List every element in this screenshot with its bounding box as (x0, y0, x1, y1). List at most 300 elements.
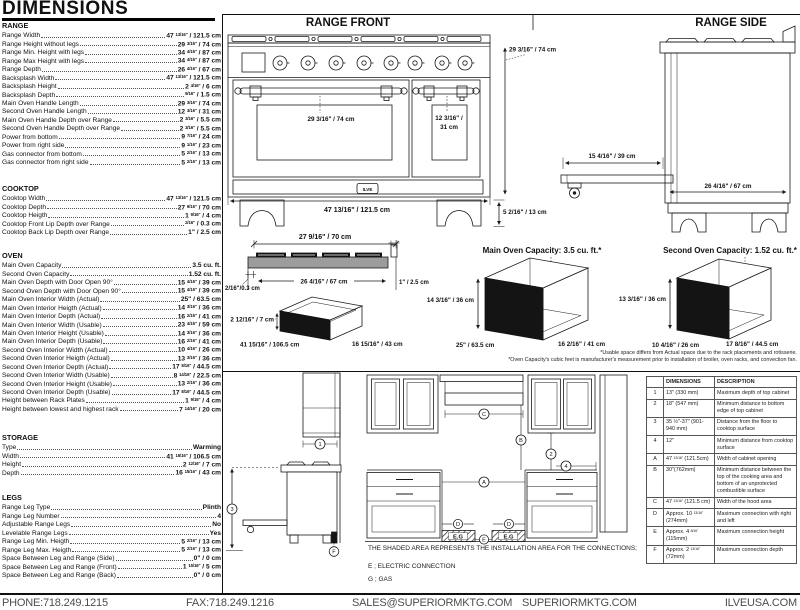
spec-value: 3.5 cu. ft. (192, 262, 221, 270)
spec-label: Second Oven Interior Heigth (Actual) (2, 355, 110, 363)
spec-leader (110, 234, 187, 235)
range-front-drawing (228, 15, 533, 227)
second-capacity-height-label: 13 3/16" / 36 cm (618, 296, 666, 303)
spec-leader (103, 326, 177, 327)
table-corner-cell (647, 377, 664, 388)
section-heading-oven: OVEN (2, 251, 23, 260)
installation-side-view (226, 373, 341, 551)
table-row (647, 435, 797, 453)
spec-row (2, 320, 221, 328)
spec-label: Range Leg Type (2, 504, 51, 512)
spec-label: Main Oven Handle Length (2, 99, 79, 107)
footer-fax: FAX:718.249.1216 (186, 597, 274, 609)
spec-leader (58, 88, 184, 89)
spec-row (2, 90, 221, 98)
spec-leader (61, 517, 217, 518)
spec-value: 0" / 0 cm (193, 571, 221, 579)
spec-value: 14 $^{3/16"}$ / 36 cm (177, 304, 221, 312)
front-lip-label: 2/16"/0.3 cm (225, 286, 260, 292)
spec-label: Main Oven Capacity (2, 262, 62, 270)
spec-label: Range Width (2, 32, 41, 40)
spec-value: 1 $^{9/16"}$ / 4 cm (185, 211, 221, 220)
spec-rows-legs (2, 503, 221, 579)
row-id: C (647, 497, 664, 508)
footer-website: SUPERIORMKTG.COM (522, 597, 637, 609)
spec-row (2, 124, 221, 132)
storage-drawer-drawing (273, 297, 363, 340)
spec-leader (72, 551, 180, 552)
installation-diagram-svg (222, 371, 642, 592)
spec-row (2, 132, 221, 140)
spec-row (2, 571, 221, 579)
row-dimension: 35 ½"-37" (901-940 mm) (664, 417, 715, 435)
spec-label: Second Oven Capacity (2, 270, 70, 278)
spec-row (2, 31, 221, 39)
spec-leader (118, 568, 182, 569)
spec-value: 13 $^{2/16"}$ / 36 cm (177, 380, 221, 388)
spec-row (2, 404, 221, 412)
spec-label: Depth (2, 469, 20, 477)
second-capacity-width-label: 10 4/16" / 26 cm (652, 342, 700, 349)
row-dimension: Approx. 2 $^{13/16"}$ (72mm) (664, 545, 715, 563)
spec-label: Main Oven Interior Depth (Usable) (2, 338, 103, 346)
spec-row (2, 345, 221, 353)
table-row (647, 399, 797, 417)
main-oven-capacity-drawing (478, 257, 588, 340)
second-handle-length-label-1: 12 3/16" / (435, 115, 463, 122)
table-row (647, 454, 797, 465)
table-row (647, 527, 797, 545)
main-capacity-title: Main Oven Capacity: 3.5 cu. ft.* (482, 246, 602, 255)
spec-row (2, 261, 221, 269)
spec-leader (83, 155, 181, 156)
row-id: 3 (647, 417, 664, 435)
spec-value: 2 $^{12/16"}$ / 7 cm (182, 460, 221, 469)
spec-leader (86, 402, 184, 403)
row-dimension: 47 $^{13/16"}$ (121.5 cm) (664, 497, 715, 508)
spec-leader (113, 385, 177, 386)
table-row (647, 509, 797, 527)
spec-leader (70, 543, 180, 544)
spec-label: Adjustable Range Legs (2, 521, 71, 529)
spec-row (2, 39, 221, 47)
spec-value: 10 $^{4/16"}$ / 26 cm (177, 346, 221, 354)
spec-value: 1" / 2.5 cm (188, 229, 221, 237)
marker-f: F (332, 549, 336, 556)
spec-row (2, 194, 221, 202)
spec-leader (20, 457, 165, 458)
spec-leader (80, 45, 177, 46)
cooktop-width-label: 27 9/16" / 70 cm (298, 234, 352, 241)
spec-label: Second Oven Interior Width (Usable) (2, 372, 110, 380)
spec-label: Cooktop Back Lip Depth over Range (2, 229, 110, 237)
second-capacity-depth-label: 17 8/16" / 44.5 cm (726, 341, 779, 348)
row-description: Minimum distance from cooktop surface (715, 435, 797, 453)
spec-leader (117, 577, 193, 578)
spec-label: Cooktop Front Lip Depth over Range (2, 220, 110, 228)
spec-row (2, 73, 221, 81)
spec-label: Power from right side (2, 142, 65, 150)
side-view-title: RANGE SIDE (695, 17, 767, 29)
installation-dimensions-table (646, 376, 797, 564)
spec-row (2, 312, 221, 320)
eg-label-right: E.G (503, 534, 514, 541)
spec-leader (46, 200, 165, 201)
row-id: B (647, 465, 664, 497)
spec-value: 2 $^{3/16"}$ / 5.5 cm (179, 116, 221, 124)
drawer-height-label: 2 12/16" / 7 cm (230, 316, 274, 324)
spec-value: 23 $^{4/16"}$ / 59 cm (177, 321, 221, 329)
spec-value: 15 $^{4/16"}$ / 39 cm (177, 278, 221, 287)
spec-value: Plinth (202, 504, 221, 512)
spec-label: Second Oven Interior Depth (Usable) (2, 389, 111, 396)
row-description: Distance from the floor to cooktop surface (715, 417, 797, 435)
spec-leader (103, 309, 177, 310)
spec-value: 9 $^{7/16"}$ / 24 cm (181, 133, 221, 141)
spec-row (2, 56, 221, 64)
spec-value: Warming (193, 444, 221, 452)
spec-leader (85, 62, 177, 63)
row-description: Maximum connection depth (715, 545, 797, 563)
spec-row (2, 141, 221, 149)
spec-value: 2 $^{3/16"}$ / 5.5 cm (179, 124, 221, 133)
spec-value: $^{2/16"}$ / 0.3 cm (185, 220, 221, 228)
marker-2: 2 (549, 452, 553, 459)
spec-row (2, 65, 221, 73)
spec-leader (111, 377, 173, 378)
row-description: Width of the hood area (715, 497, 797, 508)
spec-label: Main Oven Interior Depth (Actual) (2, 313, 101, 321)
eg-label-left: E.G (453, 534, 463, 541)
range-depth-label: 26 4/16" / 67 cm (704, 183, 752, 190)
spec-label: Range Depth (2, 66, 41, 74)
spec-row (2, 115, 221, 123)
spec-value: 34 $^{4/16"}$ / 87 cm (177, 48, 221, 57)
row-id: E (647, 527, 664, 545)
section-heading-range: RANGE (2, 21, 29, 30)
marker-b: B (519, 438, 523, 445)
range-side-drawing (561, 26, 795, 232)
spec-leader (101, 318, 177, 319)
footnote-oven-capacity: *Oven Capacity's cubic feet is manufacturer's measurement prior to installation of broiler, oven racks, and convection fan. (508, 357, 797, 364)
second-handle-length-label-2: 31 cm (440, 124, 458, 131)
spec-value: 25" / 63.5 cm (180, 296, 221, 304)
spec-value: 17 $^{8/16"}$ / 44.5 cm (172, 388, 221, 396)
spec-leader (100, 301, 179, 302)
main-oven-door (233, 80, 409, 177)
spec-value: 27 $^{9/16"}$ / 70 cm (177, 203, 221, 211)
spec-value: 16 $^{2/16"}$ / 41 cm (177, 312, 221, 321)
technical-drawings-svg (222, 14, 800, 371)
row-id: 2 (647, 399, 664, 417)
spec-leader (122, 292, 177, 293)
drawer-width-label: 41 15/16" / 106.5 cm (240, 341, 300, 349)
spec-row (2, 269, 221, 277)
spec-row (2, 107, 221, 115)
spec-value: 47 $^{13/16"}$ / 121.5 cm (166, 74, 221, 82)
spec-value: 4 (217, 512, 221, 520)
spec-leader (105, 335, 177, 336)
main-oven-handle (235, 86, 407, 101)
spec-label: Space Between Leg and Range (Back) (2, 571, 116, 579)
spec-value: 9 $^{1/16"}$ / 23 cm (181, 141, 221, 150)
spec-leader (88, 113, 177, 114)
spec-value: 1 $^{15/16"}$ / 5 cm (182, 563, 221, 571)
row-dimension: 18" (547 mm) (664, 399, 715, 417)
spec-row (2, 554, 221, 562)
table-row (647, 417, 797, 435)
row-dimension: 47 $^{13/16"}$ (121.5cm) (664, 454, 715, 465)
spec-leader (48, 217, 184, 218)
spec-label: Second Oven Handle Depth over Range (2, 125, 121, 133)
spec-label: Range Leg Number (2, 512, 60, 520)
spec-leader (120, 410, 179, 411)
spec-row (2, 451, 221, 459)
footnote-usable-space: *Usable space differs from Actual space due to the rack placements and rotisserie. (600, 350, 797, 356)
spec-label: Range Height without legs (2, 40, 79, 48)
spec-row (2, 82, 221, 90)
spec-value: 16 $^{2/16"}$ / 41 cm (177, 338, 221, 346)
spec-row (2, 202, 221, 210)
spec-value: 1.52 cu. ft. (188, 270, 221, 278)
spec-label: Gas connector from right side (2, 159, 89, 166)
spec-label: Main Oven Interior Width (Actual) (2, 296, 100, 304)
row-dimension: 12" (664, 435, 715, 453)
spec-section-range (2, 21, 221, 166)
row-description: Minimum distance to bottom edge of top cabinet (715, 399, 797, 417)
section-heading-cooktop: COOKTOP (2, 184, 39, 193)
spec-row (2, 379, 221, 387)
spec-label: Range Leg Min. Heigth (2, 538, 70, 546)
spec-row (2, 219, 221, 227)
spec-leader (41, 37, 165, 38)
spec-row (2, 211, 221, 219)
second-oven-window (432, 105, 467, 160)
open-door-depth-label: 15 4/16" / 39 cm (588, 153, 636, 160)
spec-leader (111, 225, 184, 226)
spec-value: Yes (209, 529, 221, 537)
spec-leader (112, 394, 172, 395)
spec-rows-storage (2, 443, 221, 477)
spec-label: Second Oven Interior Depth (Actual) (2, 363, 109, 371)
row-dimension: 13" (330 mm) (664, 388, 715, 399)
spec-value: 5 $^{2/16"}$ / 13 cm (181, 537, 221, 546)
marker-3: 3 (230, 507, 234, 514)
table-row (647, 497, 797, 508)
spec-row (2, 388, 221, 396)
spec-leader (114, 284, 177, 285)
spec-value: No (212, 521, 221, 529)
spec-leader (17, 449, 192, 450)
spec-value: $^{9/16"}$ / 1.5 cm (185, 91, 221, 99)
drawer-depth-label: 16 15/16" / 43 cm (352, 341, 403, 348)
row-description: Maximum connection with right and left (715, 509, 797, 527)
spec-leader (116, 560, 193, 561)
spec-label: Height between lowest and highest rack (2, 405, 119, 413)
spec-leader (21, 474, 175, 475)
spec-value: 7 $^{14/16"}$ / 20 cm (179, 405, 221, 413)
table-row (647, 388, 797, 399)
hood-cabinet (445, 393, 523, 405)
marker-e: E (482, 537, 486, 544)
spec-label: Height (2, 461, 22, 469)
spec-row (2, 460, 221, 468)
row-id: F (647, 545, 664, 563)
spec-leader (62, 267, 191, 268)
spec-label: Backsplash Height (2, 83, 57, 91)
spec-leader (111, 360, 177, 361)
spec-leader (51, 509, 201, 510)
display-window (242, 53, 265, 72)
open-door-shelf (561, 175, 673, 198)
range-width-label: 47 13/16" / 121.5 cm (324, 207, 390, 214)
spec-leader (109, 351, 177, 352)
row-dimension: Approx. 10 $^{13/16"}$ (274mm) (664, 509, 715, 527)
spec-label: Gas connector from bottom (2, 150, 82, 158)
spec-row (2, 337, 221, 345)
installation-front-view (365, 375, 627, 542)
second-oven-handle (413, 86, 479, 101)
page-title: DIMENSIONS (2, 1, 215, 21)
contact-footer (0, 593, 800, 610)
spec-row (2, 537, 221, 545)
spec-section-oven (2, 251, 221, 413)
spec-section-cooktop (2, 184, 221, 236)
spec-row (2, 545, 221, 553)
spec-leader (70, 275, 187, 276)
spec-row (2, 228, 221, 236)
spec-label: Width (2, 452, 19, 460)
spec-leader (42, 71, 177, 72)
row-id: A (647, 454, 664, 465)
connection-zone-side (332, 532, 338, 543)
second-capacity-title: Second Oven Capacity: 1.52 cu. ft.* (663, 246, 797, 255)
main-capacity-height-label: 14 3/16" / 36 cm (426, 297, 474, 304)
spec-row (2, 362, 221, 370)
spec-label: Second Oven Handle Length (2, 108, 87, 116)
legend-gas-connection: G ; GAS (368, 576, 393, 583)
spec-value: 12 $^{3/16"}$ / 31 cm (177, 108, 221, 116)
spec-label: Cooktop Heigth (2, 212, 48, 220)
footer-brand-site: ILVEUSA.COM (724, 597, 797, 609)
spec-value: 29 $^{3/16"}$ / 74 cm (177, 40, 221, 48)
spec-value: 16 $^{15/16"}$ / 43 cm (175, 469, 221, 477)
spec-label: Range Max Height with legs (2, 57, 85, 65)
spec-row (2, 149, 221, 157)
row-description: Maximum depth of top cabinet (715, 388, 797, 399)
row-description: Maximum connection height (715, 527, 797, 545)
marker-c: C (481, 412, 487, 419)
spec-label: Second Oven Interior Width (Actual) (2, 346, 108, 354)
row-description: Width of cabinet opening (715, 454, 797, 465)
spec-row (2, 48, 221, 56)
second-oven-capacity-drawing (670, 257, 771, 339)
spec-row (2, 329, 221, 337)
spec-value: 1 $^{9/16"}$ / 4 cm (185, 397, 221, 405)
spec-label: Second Oven Interior Height (Usable) (2, 380, 112, 388)
spec-label: Main Oven Interior Width (Usable) (2, 321, 102, 329)
spec-row (2, 99, 221, 107)
control-knobs (273, 56, 475, 70)
row-dimension: 30"(762mm) (664, 465, 715, 497)
main-oven-window (257, 105, 392, 160)
spec-leader (103, 343, 176, 344)
spec-label: Levelable Range Legs (2, 529, 68, 537)
spec-leader (121, 130, 179, 131)
spec-label: Backsplash Width (2, 74, 55, 82)
spec-value: 41 $^{15/16"}$ / 106.5 cm (166, 452, 221, 460)
spec-leader (90, 164, 181, 165)
section-heading-legs: LEGS (2, 493, 22, 502)
row-dimension: Approx. 4 $^{8/16"}$ (115mm) (664, 527, 715, 545)
spec-value: 26 $^{4/16"}$ / 67 cm (177, 65, 221, 74)
spec-label: Main Oven Interior Height (Usable) (2, 329, 104, 337)
table-row (647, 465, 797, 497)
spec-leader (47, 208, 177, 209)
spec-leader (65, 147, 180, 148)
spec-label: Space Between Leg and Range (Front) (2, 563, 117, 571)
spec-value: 34 $^{4/16"}$ / 87 cm (177, 57, 221, 65)
spec-rows-range (2, 31, 221, 166)
capacity-footnotes (420, 350, 797, 364)
spec-row (2, 396, 221, 404)
row-id: 1 (647, 388, 664, 399)
spec-value: 17 $^{8/16"}$ / 44.5 cm (172, 363, 221, 371)
spec-value: 5 $^{2/16"}$ / 13 cm (181, 158, 221, 166)
spec-row (2, 468, 221, 476)
main-capacity-width-label: 25" / 63.5 cm (456, 342, 495, 349)
spec-leader (55, 79, 165, 80)
spec-label: Backsplash Depth (2, 91, 56, 99)
leg-height-label: 5 2/16" / 13 cm (503, 209, 547, 216)
row-description: Minimum distance between the top of the cooking area and bottom of an unprotected combustible surface (715, 465, 797, 497)
marker-d-left: D (455, 522, 461, 529)
spec-value: 0" / 0 cm (193, 555, 221, 563)
range-height-label: 29 3/16" / 74 cm (509, 46, 557, 54)
row-id: D (647, 509, 664, 527)
spec-label: Height between Rack Plates (2, 397, 85, 405)
spec-label: Cooktop Depth (2, 203, 46, 211)
spec-row (2, 443, 221, 451)
spec-leader (22, 466, 182, 467)
spec-label: Power from bottom (2, 133, 58, 141)
main-handle-length-label: 29 3/16" / 74 cm (307, 116, 355, 123)
spec-leader (109, 368, 171, 369)
spec-value: 47 $^{13/16"}$ / 121.5 cm (166, 195, 221, 203)
table-row (647, 545, 797, 563)
front-view-title: RANGE FRONT (305, 17, 391, 29)
spec-label: Cooktop Width (2, 195, 46, 203)
spec-label: Main Oven Handle Depth over Range (2, 116, 112, 124)
spec-leader (85, 54, 177, 55)
spec-value: 5 $^{2/16"}$ / 13 cm (181, 546, 221, 554)
spec-row (2, 562, 221, 570)
spec-column (2, 0, 221, 592)
spec-label: Range Leg Max. Heigth (2, 546, 72, 554)
spec-row (2, 286, 221, 294)
spec-leader (71, 526, 211, 527)
spec-rows-cooktop (2, 194, 221, 236)
marker-a: A (482, 480, 486, 487)
backsplash-profile (783, 26, 795, 42)
spec-value: 13 $^{3/16"}$ / 36 cm (177, 354, 221, 363)
spec-row (2, 158, 221, 166)
spec-value: 2 $^{4/16"}$ / 6 cm (185, 82, 221, 91)
marker-1: 1 (318, 442, 322, 449)
spec-leader (80, 105, 177, 106)
spec-leader (113, 121, 179, 122)
spec-value: 14 $^{3/16"}$ / 36 cm (177, 329, 221, 337)
